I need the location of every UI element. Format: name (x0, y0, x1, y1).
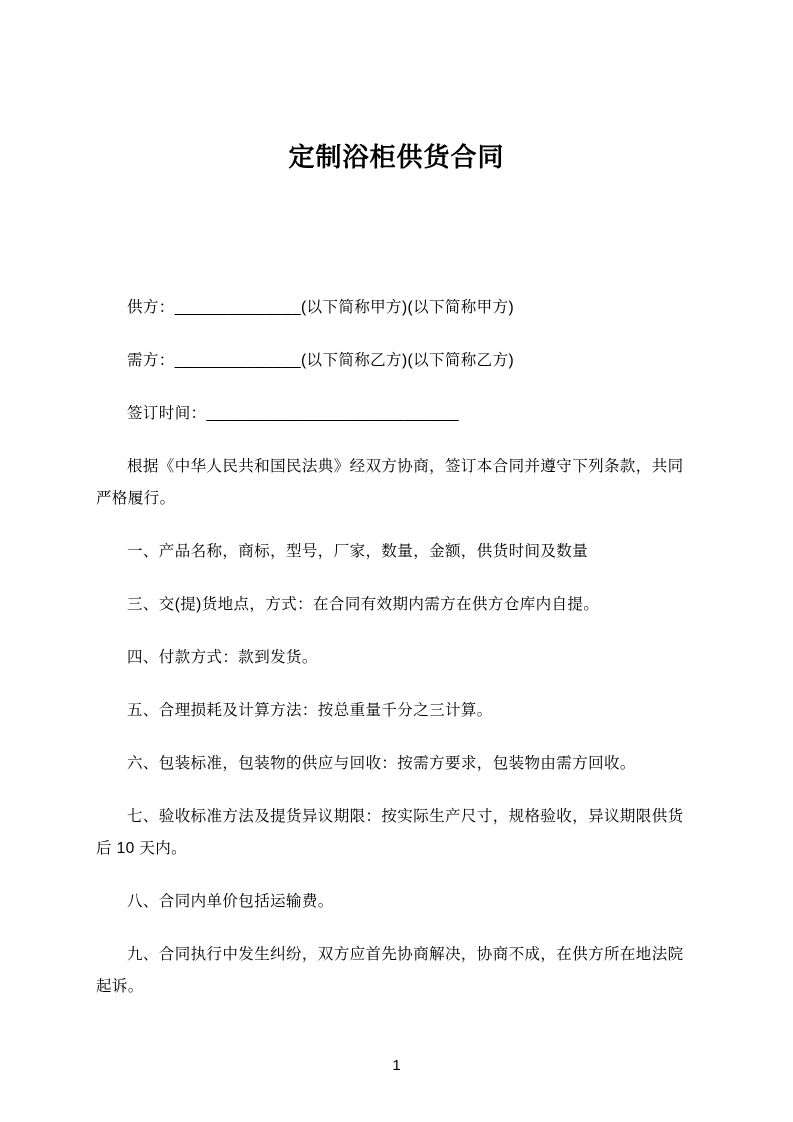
field-buyer: 需方：______________(以下简称乙方)(以下简称乙方) (127, 352, 515, 369)
clause-5: 五、合理损耗及计算方法：按总重量千分之三计算。 (127, 702, 493, 719)
document-title: 定制浴柜供货合同 (288, 142, 505, 172)
clause-8: 八、合同内单价包括运输费。 (127, 893, 334, 910)
clause-3: 三、交(提)货地点，方式：在合同有效期内需方在供方仓库内自提。 (127, 596, 600, 613)
page-number: 1 (392, 1057, 401, 1074)
clause-1: 一、产品名称，商标，型号，厂家，数量，金额，供货时间及数量 (127, 543, 589, 560)
clause-9: 九、合同执行中发生纠纷，双方应首先协商解决，协商不成，在供方所在地法院起诉。 (96, 946, 684, 995)
field-supplier: 供方：______________(以下简称甲方)(以下简称甲方) (127, 299, 515, 316)
preamble-paragraph: 根据《中华人民共和国民法典》经双方协商，签订本合同并遵守下列条款，共同严格履行。 (96, 458, 684, 507)
clause-6: 六、包装标准，包装物的供应与回收：按需方要求，包装物由需方回收。 (127, 755, 636, 772)
field-sign-date: 签订时间：____________________________ (127, 405, 460, 422)
clause-4: 四、付款方式：款到发货。 (127, 649, 318, 666)
clause-7: 七、验收标准方法及提货异议期限：按实际生产尺寸，规格验收，异议期限供货后 10 天内。 (96, 808, 684, 857)
